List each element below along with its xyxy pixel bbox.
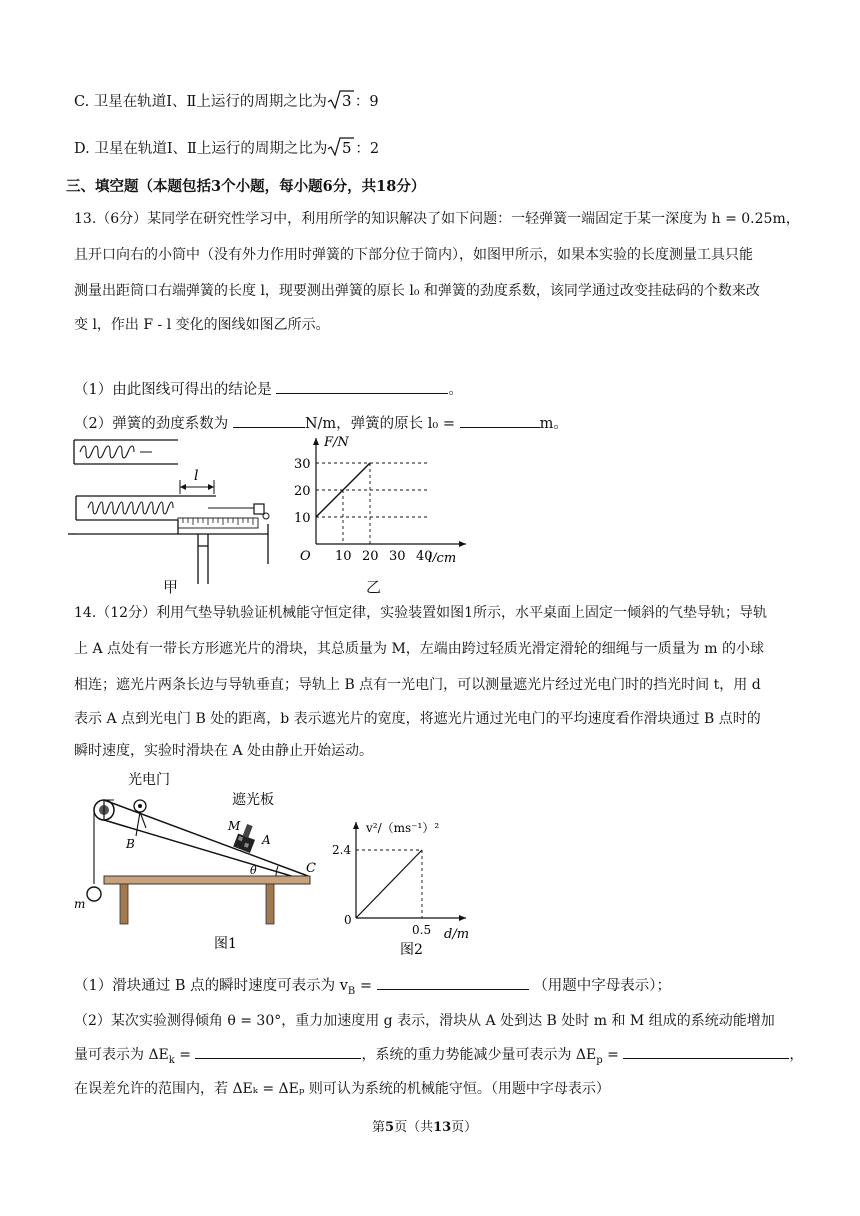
- q14-line4: 表示 A 点到光电门 B 处的距离，b 表示遮光片的宽度，将遮光片通过光电门的平均速度看作滑块通过 B 点时的: [74, 711, 761, 727]
- option-d-radicand: 5: [342, 139, 352, 157]
- q13-line3: 测量出距筒口右端弹簧的长度 l，现要测出弹簧的原长 l₀ 和弹簧的劲度系数，该同学通过改变挂砝码的个数来改: [74, 283, 760, 299]
- figure-yi-graph: [292, 432, 472, 562]
- x-axis-label: l/cm: [428, 551, 457, 562]
- subscript-p: p: [596, 1054, 603, 1066]
- x-tick-label: 10: [335, 549, 352, 562]
- sqrt-symbol: [327, 136, 355, 159]
- answer-blank[interactable]: [460, 413, 540, 428]
- q14-sub2-mid: ，系统的重力势能减少量可表示为 ΔE: [361, 1047, 597, 1063]
- y-axis-label: F/N: [324, 435, 349, 450]
- q13-line4: 变 l，作出 F - l 变化的图线如图乙所示。: [74, 317, 330, 333]
- answer-blank[interactable]: [195, 1044, 361, 1059]
- label-m: m: [74, 897, 86, 911]
- q14-sub2-line3: 在误差允许的范围内，若 ΔEₖ = ΔEₚ 则可认为系统的机械能守恒。（用题中字母表示）: [74, 1081, 610, 1097]
- x-tick-label: 30: [389, 549, 406, 562]
- section-heading: 三、填空题（本题包括3个小题，每小题6分，共18分）: [66, 178, 426, 195]
- footer-mid: 页（共: [394, 1120, 434, 1135]
- q14-sub1: [74, 974, 671, 997]
- q14-sub2-text: 量可表示为 ΔE: [74, 1047, 169, 1063]
- q14-sub2-line2: [74, 1044, 803, 1066]
- q13-sub2: [74, 412, 568, 433]
- answer-blank[interactable]: [233, 413, 305, 428]
- x-axis-label: d/m: [444, 927, 470, 942]
- option-c: [74, 89, 379, 112]
- q13-sub2-text: （2）弹簧的劲度系数为: [74, 416, 229, 432]
- q14-line1: 14.（12分）利用气垫导轨验证机械能守恒定律，实验装置如图1所示，水平桌面上固定一倾斜的气垫导轨；导轨: [74, 605, 767, 621]
- q14-sub2-line1: （2）某次实验测得倾角 θ = 30°，重力加速度用 g 表示，滑块从 A 处到达 B 处时 m 和 M 组成的系统动能增加: [74, 1013, 775, 1029]
- figure-2-graph: [330, 814, 490, 964]
- option-c-suffix: ：9: [354, 94, 379, 110]
- page-total: 13: [433, 1120, 452, 1135]
- x-tick-label: 40: [416, 549, 433, 562]
- answer-blank[interactable]: [377, 975, 529, 990]
- option-c-text: C. 卫星在轨道Ⅰ、Ⅱ上运行的周期之比为: [74, 94, 327, 110]
- label-theta: θ: [250, 864, 257, 877]
- option-d: [74, 136, 379, 159]
- y-tick-label: 2.4: [332, 843, 352, 857]
- q13-line2: 且开口向右的小筒中（没有外力作用时弹簧的下部分位于筒内），如图甲所示，如果本实验的长度测量工具只能: [74, 247, 753, 263]
- option-d-suffix: ：2: [355, 141, 380, 157]
- q14-line2: 上 A 点处有一带长方形遮光片的滑块，其总质量为 M，左端由跨过轻质光滑定滑轮的细绳与一质量为 m 的小球: [74, 641, 764, 657]
- label-C: C: [306, 861, 316, 876]
- q14-sub2-eq2: =: [602, 1047, 619, 1063]
- q14-sub1-eq: =: [355, 978, 373, 994]
- q14-line3: 相连；遮光片两条长边与导轨垂直；导轨上 B 点有一光电门，可以测量遮光片经过光电门时的挡光时间 t，用 d: [74, 677, 761, 693]
- q13-sub1-end: 。: [448, 382, 463, 398]
- label-M: M: [228, 819, 241, 833]
- label-B: B: [126, 837, 135, 851]
- fig1-caption: 图1: [214, 936, 237, 952]
- q14-sub1-subscript: B: [347, 985, 356, 997]
- sqrt-symbol: [327, 89, 355, 112]
- option-d-text: D. 卫星在轨道Ⅰ、Ⅱ上运行的周期之比为: [74, 141, 328, 157]
- y-axis-label: v²/（ms⁻¹）²: [366, 821, 440, 835]
- page-footer: [372, 1116, 477, 1135]
- footer-pre: 第: [372, 1120, 386, 1135]
- q13-sub2-end: m。: [539, 416, 568, 432]
- x-axis-arrow: [459, 915, 466, 921]
- footer-post: 页）: [451, 1120, 478, 1135]
- answer-blank[interactable]: [276, 379, 448, 394]
- answer-blank[interactable]: [623, 1044, 789, 1059]
- origin-label: 0: [344, 913, 352, 927]
- y-tick-label: 20: [294, 484, 311, 499]
- label-A: A: [262, 833, 271, 847]
- fig-l-label: l: [194, 468, 199, 484]
- subscript-k: k: [168, 1054, 175, 1066]
- q13-sub1: [74, 378, 463, 399]
- page-number: 5: [385, 1120, 395, 1135]
- figure-1-apparatus: [68, 766, 328, 956]
- ball-icon: [87, 887, 101, 901]
- shade-label: 遮光板: [232, 792, 274, 808]
- figure-jia: [68, 434, 278, 594]
- x-tick-label: 20: [362, 549, 379, 562]
- fig-jia-caption: 甲: [163, 578, 179, 596]
- q14-line5: 瞬时速度，实验时滑块在 A 处由静止开始运动。: [74, 743, 374, 759]
- x-tick-label: 0.5: [412, 923, 432, 937]
- q14-sub2-end: ，: [789, 1047, 804, 1063]
- q13-line1: 13.（6分）某同学在研究性学习中，利用所学的知识解决了如下问题：一轻弹簧一端固定于某一深度为 h = 0.25m，: [74, 211, 800, 227]
- y-axis-arrow: [313, 438, 319, 445]
- y-tick-label: 30: [294, 457, 311, 472]
- q14-sub1-end: （用题中字母表示）；: [533, 978, 671, 994]
- series-line: [356, 850, 422, 918]
- option-c-radicand: 3: [341, 92, 352, 110]
- q14-sub1-text: （1）滑块通过 B 点的瞬时速度可表示为 v: [74, 978, 348, 994]
- gate-label: 光电门: [128, 772, 170, 788]
- origin-label: O: [300, 549, 311, 562]
- y-axis-arrow: [353, 822, 359, 829]
- y-tick-label: 10: [294, 511, 311, 526]
- q13-sub2-mid: N/m，弹簧的原长 l₀ =: [304, 416, 455, 432]
- q14-sub2-eq: =: [174, 1047, 192, 1063]
- fig-yi-caption: 乙: [366, 578, 382, 596]
- fig2-caption: 图2: [400, 942, 423, 958]
- q13-sub1-text: （1）由此图线可得出的结论是: [74, 382, 272, 398]
- x-axis-arrow: [459, 541, 466, 547]
